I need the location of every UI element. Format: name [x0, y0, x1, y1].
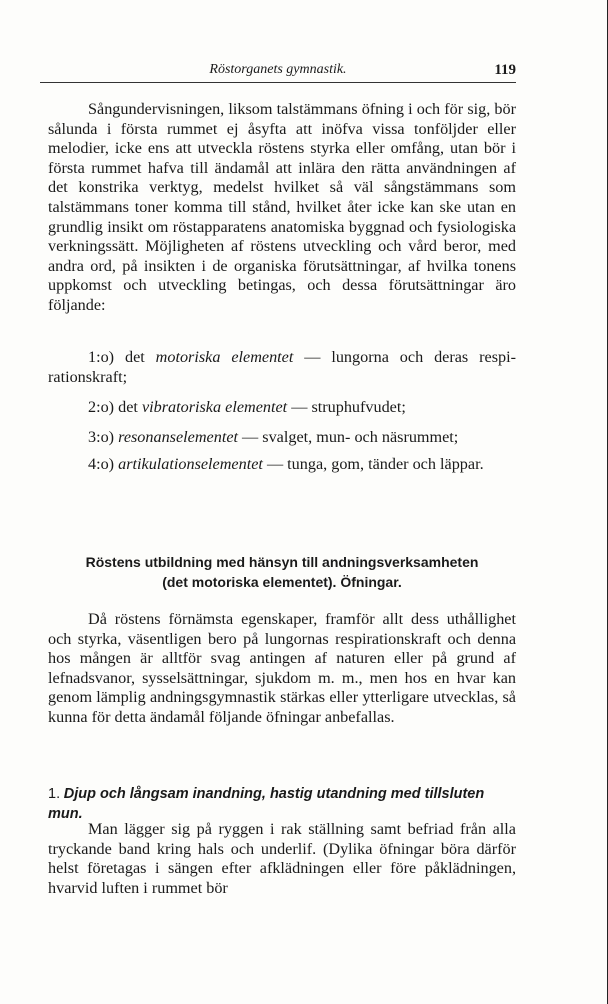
list-item-number: 3:o) — [88, 428, 115, 446]
exercise-number: 1. — [48, 786, 61, 802]
list-item — [48, 455, 516, 475]
list-item: 2:o) det vibratoriska elementet — struphufvudet; — [88, 398, 406, 416]
list-item-number: 1:o) — [88, 348, 115, 366]
list-item-term: artikulationselementet — [118, 455, 263, 473]
list-item-text: — lungorna och deras respirationskraft; — [48, 348, 516, 386]
section-heading-line2: (det motoriska elementet). Öfningar. — [162, 574, 402, 590]
running-title: Röstorganets gymnastik. — [209, 62, 347, 77]
paragraph-exercise: Man lägger sig på ryggen i rak ställning samt befriad från alla tryckande band kring hals och underlif. (Dylika öfningar böra därför helst företagas i sängen efter afklädningen eller före påklädningen, hvarvid luften i rummet bör — [48, 820, 516, 897]
list-item — [48, 428, 516, 448]
list-item-text: — struphufvudet; — [291, 398, 406, 416]
page-number: 119 — [494, 62, 516, 78]
list-item-text: — svalget, mun- och näsrummet; — [242, 428, 459, 446]
list-item-text: — tunga, gom, tänder och läppar. — [266, 455, 484, 473]
running-header — [40, 62, 516, 83]
exercise-title-text: Djup och långsam inandning, hastig utandning med tillsluten mun. — [48, 786, 485, 822]
paragraph-intro: Sångundervisningen, liksom talstämmans öfning i och för sig, bör sålunda i första rummet ej åsyfta att inöfva vissa tonföljder eller melodier, icke ens att utveckla röstens styrka eller omfång, utan bör i första rummet hafva till ändamål att inlära den rätta användningen af det konstrika verktyg, medelst hvilket så väl sångstämmans som talstämmans toner komma till stånd, hvilket åter icke kan ske utan en grundlig insikt om röstapparatens anatomiska byggnad och fysiologiska verkningssätt. Möjligheten af röstens utveckling och vård beror, med andra ord, på insikten i de organiska förutsättningar, af hvilka tonens uppkomst och utveckling betingas, och dessa förutsättningar äro följande: — [48, 100, 516, 314]
list-item-number: 4:o) — [88, 455, 115, 473]
section-heading — [48, 552, 516, 592]
list-item: 1:o) det motoriska elementet — lungorna och deras respirationskraft; — [48, 348, 516, 386]
paragraph-breathing: Då röstens förnämsta egenskaper, framför allt dess uthållighet och styrka, väsentligen bero på lungornas respirationskraft och denna hos mången är alltför svag antingen af naturen eller på grund af lefnadsvanor, sysselsättningar, sjukdom m. m., men hos en hvar kan genom lämplig andningsgymnastik stärkas eller ytterligare utvecklas, så kunna för detta ändamål följande öfningar anbefallas. — [48, 610, 516, 726]
list-item-term: motoriska elementet — [155, 348, 294, 366]
section-heading-line1: Röstens utbildning med hänsyn till andningsverksamheten — [85, 554, 479, 570]
list-item-term: resonanselementet — [118, 428, 238, 446]
list-item-number: 2:o) — [88, 398, 115, 416]
exercise-title — [48, 784, 516, 824]
list-item-term: vibratoriska elementet — [141, 398, 288, 416]
